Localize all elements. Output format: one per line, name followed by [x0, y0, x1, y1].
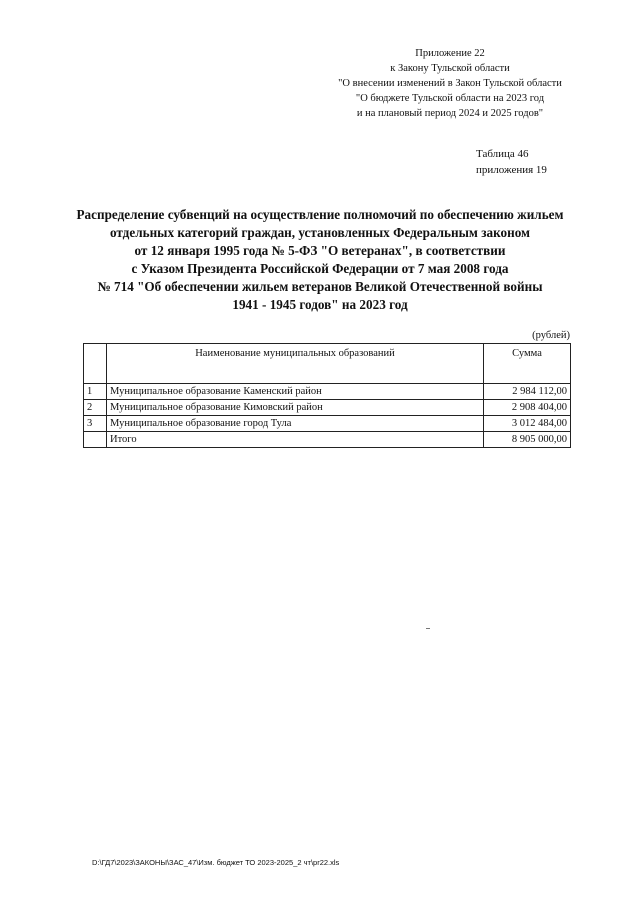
appendix-header — [330, 46, 570, 121]
row-sum: 2 908 404,00 — [484, 400, 571, 416]
row-sum: 2 984 112,00 — [484, 384, 571, 400]
distribution-table — [83, 343, 571, 448]
title-line: с Указом Президента Российской Федерации от 7 мая 2008 года — [131, 261, 509, 276]
title-line: № 714 "Об обеспечении жильем ветеранов Великой Отечественной войны — [97, 279, 543, 294]
total-sum: 8 905 000,00 — [484, 432, 571, 448]
total-number-cell — [84, 432, 107, 448]
header-line: "О внесении изменений в Закон Тульской области — [338, 78, 562, 89]
municipality-name: Муниципальное образование Каменский район — [107, 384, 484, 400]
table-row — [84, 416, 571, 432]
row-number: 3 — [84, 416, 107, 432]
row-sum: 3 012 484,00 — [484, 416, 571, 432]
title-line: отдельных категорий граждан, установленных Федеральным законом — [109, 225, 531, 240]
table-header-row — [84, 344, 571, 384]
document-title — [70, 206, 570, 314]
number-column-header — [84, 344, 107, 384]
header-line: к Закону Тульской области — [390, 63, 510, 74]
title-line: Распределение субвенций на осуществление полномочий по обеспечению жильем — [76, 207, 564, 222]
header-line: "О бюджете Тульской области на 2023 год — [355, 93, 545, 104]
table-row — [84, 384, 571, 400]
table-row — [84, 400, 571, 416]
scan-mark — [426, 628, 430, 629]
header-line: и на плановый период 2024 и 2025 годов" — [356, 108, 544, 119]
table-number: Таблица 46 — [476, 148, 529, 160]
units-label: (рублей) — [532, 330, 570, 341]
municipality-name: Муниципальное образование Кимовский район — [107, 400, 484, 416]
row-number: 2 — [84, 400, 107, 416]
file-path-footer: D:\ГД7\2023\ЗАКОНЫ\ЗАС_47\Изм. бюджет ТО 2023-2025_2 чт\pr22.xls — [92, 858, 340, 867]
sum-column-header: Сумма — [484, 344, 571, 384]
title-line: 1941 - 1945 годов" на 2023 год — [232, 297, 408, 312]
title-line: от 12 января 1995 года № 5-ФЗ "О ветеранах", в соответствии — [134, 243, 506, 258]
total-label: Итого — [107, 432, 484, 448]
header-line: Приложение 22 — [415, 48, 485, 59]
name-column-header: Наименование муниципальных образований — [107, 344, 484, 384]
appendix-number: приложения 19 — [476, 164, 547, 176]
row-number: 1 — [84, 384, 107, 400]
municipality-name: Муниципальное образование город Тула — [107, 416, 484, 432]
table-reference — [476, 146, 547, 178]
total-row — [84, 432, 571, 448]
